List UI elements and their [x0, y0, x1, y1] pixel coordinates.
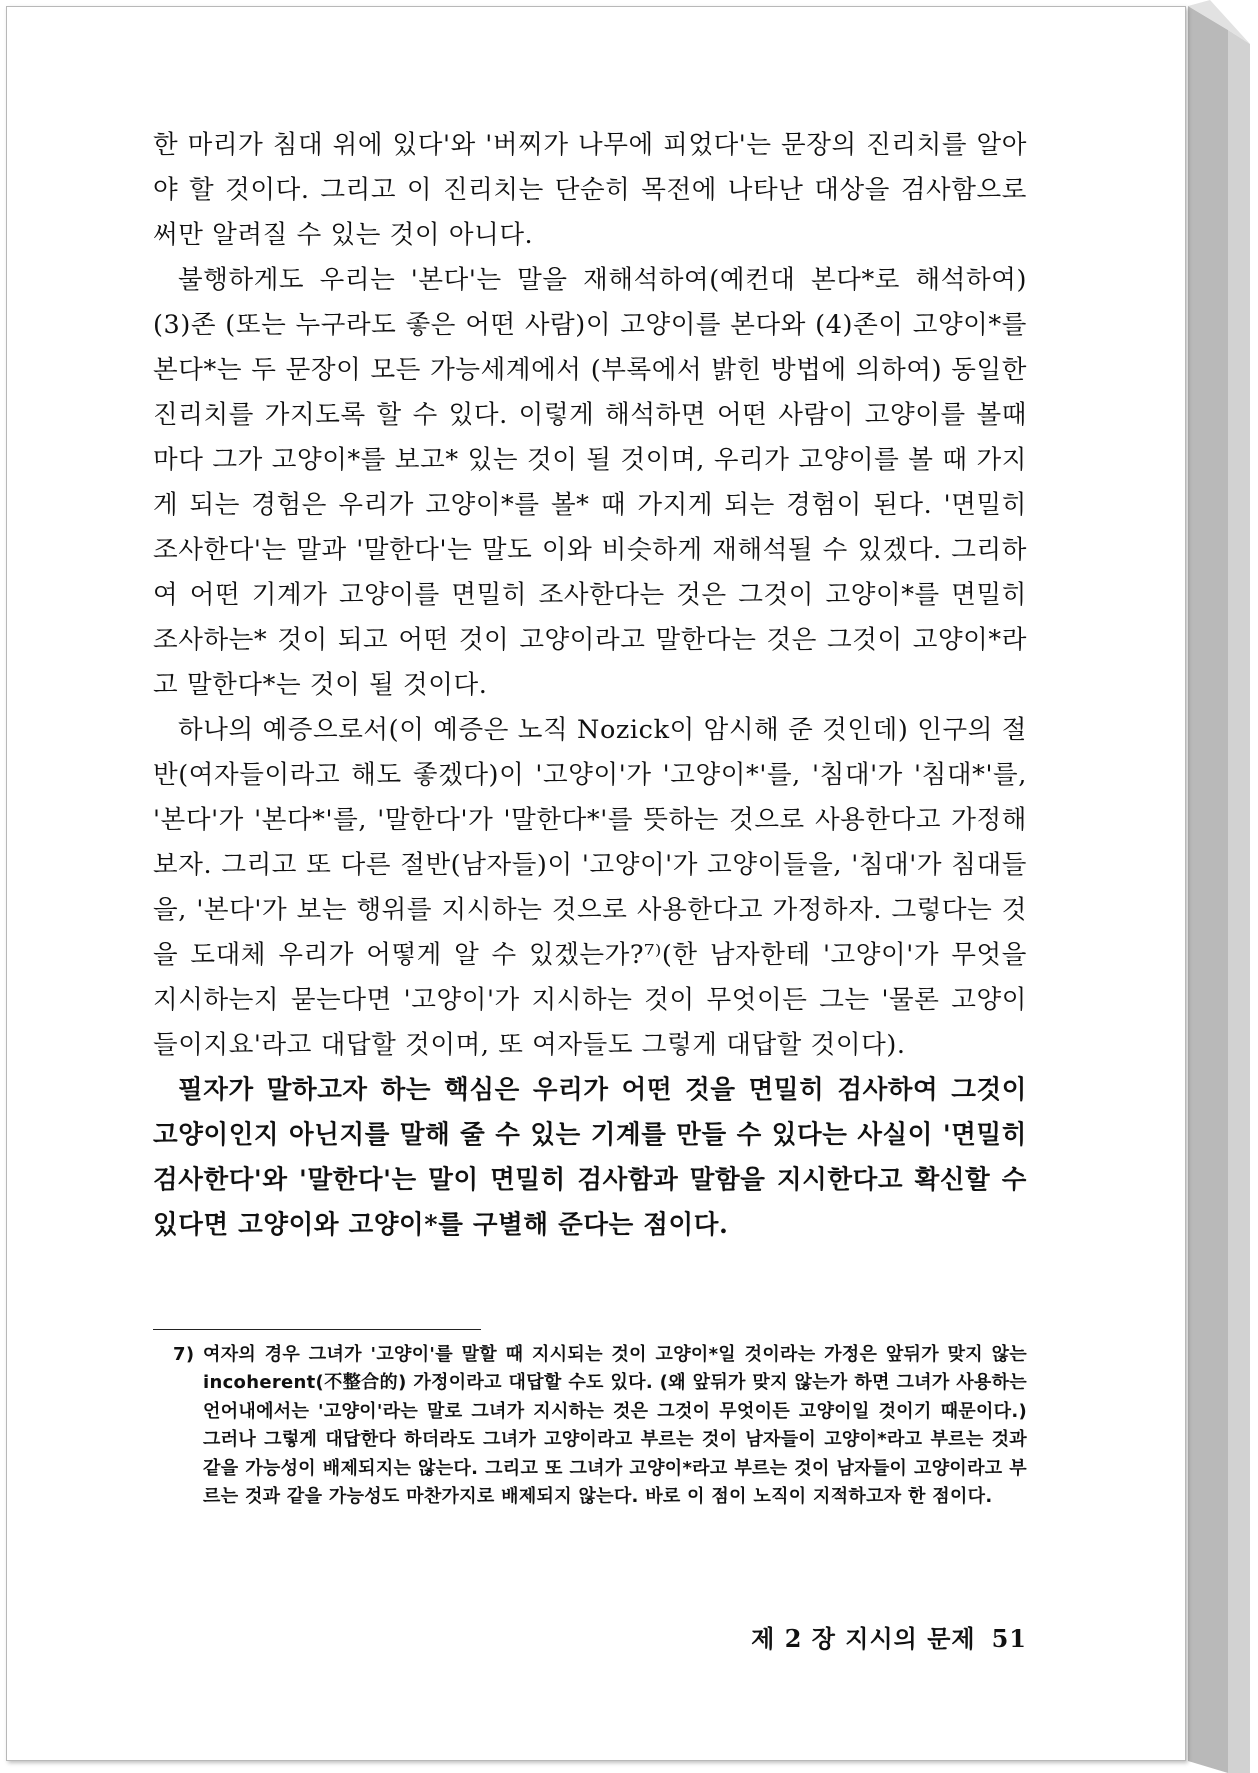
paragraph-continuation: 한 마리가 침대 위에 있다'와 '버찌가 나무에 피었다'는 문장의 진리치를 알아야 할 것이다. 그리고 이 진리치는 단순히 목전에 나타난 대상을 검사함으로써만 알려질 수 있는 것이 아니다. [153, 130, 1027, 250]
running-footer [697, 1619, 1027, 1654]
paragraph-illustration: 하나의 예증으로서(이 예증은 노직 Nozick이 암시해 준 것인데) 인구의 절반(여자들이라고 해도 좋겠다)이 '고양이'가 '고양이*'를, '침대'가 '침대*'를, '본다'가 '본다*'를, '말한다'가 '말한다*'를 뜻하는 것으로 사용한다고 가정해 보자. 그리고 또 다른 절반(남자들)이 '고양이'가 고양이들을, '침대'가 침대들을, '본다'가 보는 행위를 지시하는 것으로 사용한다고 가정하자. 그렇다는 것을 도대체 우리가 어떻게 알 수 있겠는가?⁷⁾(한 남자한테 '고양이'가 무엇을 지시하는지 묻는다면 '고양이'가 지시하는 것이 무엇이든 그는 '물론 고양이들이지요'라고 대답할 것이며, 또 여자들도 그렇게 대답할 것이다). [153, 715, 1027, 1060]
book-side-edge [1188, 0, 1250, 1773]
footnote-separator [153, 1329, 481, 1330]
paragraph-main-point: 필자가 말하고자 하는 핵심은 우리가 어떤 것을 면밀히 검사하여 그것이 고양이인지 아닌지를 말해 줄 수 있는 기계를 만들 수 있다는 사실이 '면밀히 검사한다'와 '말한다'는 말이 면밀히 검사함과 말함을 지시한다고 확신할 수 있다면 고양이와 고양이*를 구별해 준다는 점이다. [153, 1075, 1027, 1240]
page-number: 51 [991, 1624, 1027, 1653]
body-text [153, 123, 1027, 1248]
paragraph-reinterpretation: 불행하게도 우리는 '본다'는 말을 재해석하여(예컨대 본다*로 해석하여) (3)존 (또는 누구라도 좋은 어떤 사람)이 고양이를 본다와 (4)존이 고양이*를 본다*는 두 문장이 모든 가능세계에서 (부록에서 밝힌 방법에 의하여) 동일한 진리치를 가지도록 할 수 있다. 이렇게 해석하면 어떤 사람이 고양이를 볼때마다 그가 고양이*를 보고* 있는 것이 될 것이며, 우리가 고양이를 볼 때 가지게 되는 경험은 우리가 고양이*를 볼* 때 가지게 되는 경험이 된다. '면밀히 조사한다'는 말과 '말한다'는 말도 이와 비슷하게 재해석될 수 있겠다. 그리하여 어떤 기계가 고양이를 면밀히 조사한다는 것은 그것이 고양이*를 면밀히 조사하는* 것이 되고 어떤 것이 고양이라고 말한다는 것은 그것이 고양이*라고 말한다*는 것이 될 것이다. [153, 265, 1027, 700]
footnote-text: 여자의 경우 그녀가 '고양이'를 말할 때 지시되는 것이 고양이*일 것이라는 가정은 앞뒤가 맞지 않는 incoherent(不整合的) 가정이라고 대답할 수도 있다. (왜 앞뒤가 맞지 않는가 하면 그녀가 사용하는 언어내에서는 '고양이'라는 말로 그녀가 지시하는 것은 그것이 무엇이든 고양이일 것이기 때문이다.) 그러나 그렇게 대답한다 하더라도 그녀가 고양이라고 부르는 것이 남자들이 고양이*라고 부르는 것과 같을 가능성이 배제되지는 않는다. 그리고 또 그녀가 고양이*라고 부르는 것이 남자들이 고양이라고 부르는 것과 같을 가능성도 마찬가지로 배제되지 않는다. 바로 이 점이 노직이 지적하고자 한 점이다. [203, 1344, 1027, 1508]
footnote-number: 7) [173, 1344, 195, 1365]
chapter-title: 제 2 장 지시의 문제 [751, 1624, 976, 1653]
book-page [6, 6, 1186, 1761]
footnote [173, 1341, 1027, 1511]
